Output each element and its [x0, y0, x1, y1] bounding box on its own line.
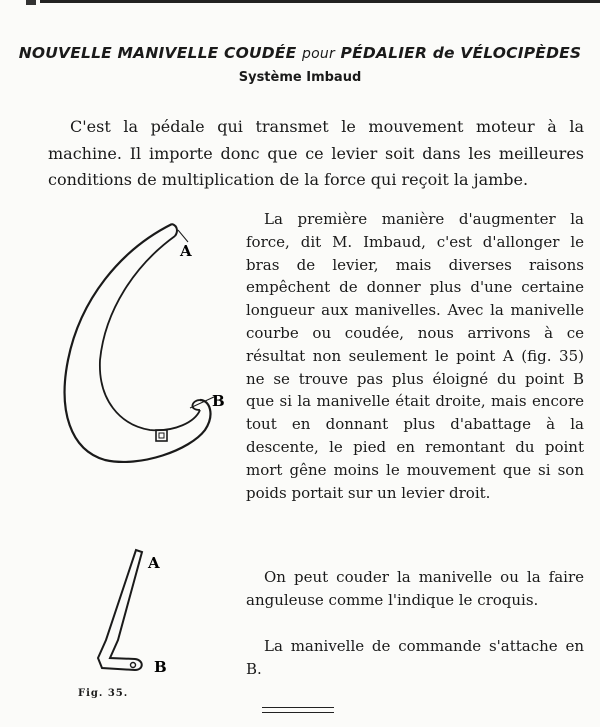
column-paragraph-1 [246, 208, 584, 504]
figure-35-illustration [40, 210, 240, 710]
title-main: NOUVELLE MANIVELLE COUDÉE [18, 44, 297, 62]
article-subtitle: Système Imbaud [238, 70, 362, 85]
article-title [0, 44, 600, 62]
bottom-rule-2 [262, 712, 334, 713]
pedal-hub-inner [159, 433, 164, 438]
column-text-3: La manivelle de commande s'attache en B. [246, 637, 584, 678]
curved-crank-inner-edge [100, 236, 200, 430]
column-paragraph-2 [246, 566, 584, 612]
header-mark [26, 0, 36, 5]
column-text-2: On peut couder la manivelle ou la faire anguleuse comme l'indique le croquis. [246, 568, 584, 609]
angular-label-a: A [148, 554, 160, 572]
title-pour: pour [302, 46, 335, 62]
bottom-rule-1 [262, 707, 334, 708]
angular-label-b: B [154, 658, 167, 676]
angular-crank-outline [98, 550, 142, 670]
intro-text: C'est la pédale qui transmet le mouvement moteur à la machine. Il importe donc que ce levier soit dans les meilleures conditions de multiplication de la force qui reçoit la jambe. [48, 117, 584, 189]
curved-label-a: A [180, 242, 192, 260]
pedal-hub [156, 430, 167, 441]
curved-crank-drawing [65, 224, 216, 462]
curved-crank-tip [172, 224, 177, 236]
angular-pivot [131, 663, 136, 668]
intro-paragraph [48, 114, 584, 194]
column-text-1: La première manière d'augmenter la force, dit M. Imbaud, c'est d'allonger le bras de levier, mais diverses raisons empêchent de donner plus d'une certaine longueur aux manivelles. Avec la manivelle courbe ou coudée, nous arrivons à ce résultat non seulement le point A (fig. 35) ne se trouve pas plus éloigné du point B que si la manivelle était droite, mais encore tout en donnant plus d'abattage à la descente, le pied en remontant du point mort gêne moins le mouvement que si son poids portait sur un levier droit. [246, 210, 584, 502]
title-end: PÉDALIER de VÉLOCIPÈDES [340, 44, 582, 62]
top-rule [40, 0, 600, 11]
curved-label-b: B [212, 392, 225, 410]
angular-crank-drawing [98, 550, 142, 670]
column-paragraph-3 [246, 635, 584, 681]
leader-a [178, 230, 188, 242]
figure-caption: Fig. 35. [78, 688, 129, 699]
